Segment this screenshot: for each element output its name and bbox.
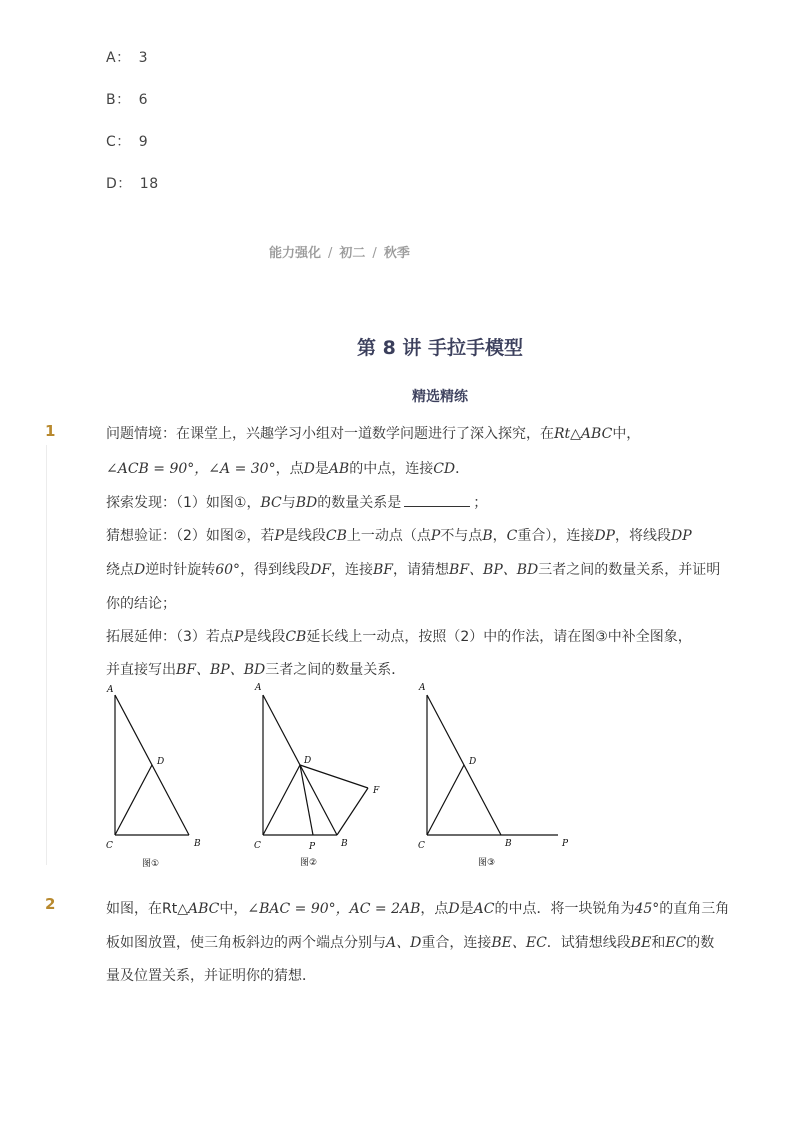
text: 的中点，连接	[349, 461, 434, 477]
text: 中，	[612, 426, 641, 442]
breadcrumb-item[interactable]: 能力强化	[269, 246, 322, 261]
point-label-b: B	[505, 839, 512, 849]
point-label-f: F	[373, 786, 380, 796]
option-label: D：	[106, 176, 132, 192]
point-label-p: P	[309, 842, 316, 852]
text: 三者之间的数量关系．	[265, 662, 406, 678]
option-value: 9	[138, 134, 149, 150]
option-value: 3	[138, 50, 148, 66]
text: 重合），连接	[517, 528, 595, 544]
text: 拓展延伸：（3）若点	[106, 629, 234, 645]
question-number: 1	[45, 422, 56, 440]
text: 探索发现：（1）如图①，	[106, 495, 261, 511]
math: BD	[295, 495, 318, 511]
figure-3	[427, 695, 558, 835]
question-number: 2	[45, 895, 56, 913]
math: EC	[665, 935, 687, 951]
option-label: C：	[106, 134, 131, 150]
text: ，点	[420, 901, 449, 917]
math: DP	[670, 528, 692, 544]
answer-blank[interactable]	[404, 492, 470, 507]
figure-1	[115, 695, 189, 835]
point-label-d: D	[157, 757, 165, 767]
text: 绕点	[106, 562, 134, 578]
text: 是线段	[243, 629, 286, 645]
breadcrumb-item[interactable]: 初二	[339, 246, 366, 261]
math: ∠ACB = 90°，∠A = 30°	[106, 461, 276, 477]
q1-line-2	[106, 458, 469, 478]
q1-line-3	[106, 492, 487, 512]
text: 三者之间的数量关系，并证明	[538, 562, 721, 578]
figure-caption: 图③	[478, 858, 496, 868]
point-label-c: C	[418, 841, 425, 851]
math: 60°	[215, 562, 241, 578]
text: 不与点	[440, 528, 483, 544]
option-label: B：	[106, 92, 131, 108]
text: 和	[651, 935, 666, 951]
text: 是	[314, 461, 329, 477]
math: BE	[630, 935, 652, 951]
math: ∠BAC = 90°，AC = 2AB	[247, 901, 421, 917]
breadcrumb	[269, 242, 410, 261]
point-label-a: A	[107, 685, 114, 695]
text: 逆时针旋转	[145, 562, 216, 578]
text: ，将线段	[614, 528, 671, 544]
text: ，	[492, 528, 507, 544]
segment-cd	[427, 765, 464, 835]
text: ，点	[275, 461, 304, 477]
text: 的数量关系是	[317, 495, 402, 511]
text: 板如图放置，使三角板斜边的两个端点分别与	[106, 935, 386, 951]
math: D	[448, 901, 460, 917]
q2-line-3: 量及位置关系，并证明你的猜想．	[106, 968, 316, 984]
point-label-c: C	[254, 841, 261, 851]
math: CD	[433, 461, 456, 477]
text: ，连接	[331, 562, 374, 578]
text: 问题情境：在课堂上，兴趣学习小组对一道数学问题进行了深入探究，在	[106, 426, 554, 442]
text: ，得到线段	[240, 562, 311, 578]
math: BF、BP、BD	[176, 662, 266, 678]
text: 与	[281, 495, 296, 511]
text: 的直角三角	[659, 901, 730, 917]
text: 并直接写出	[106, 662, 176, 678]
q2-line-2	[106, 932, 714, 952]
text: 猜想验证：（2）如图②，若	[106, 528, 275, 544]
math: D	[303, 461, 315, 477]
math: C	[506, 528, 518, 544]
point-label-p: P	[562, 839, 569, 849]
option-c	[106, 131, 148, 151]
math: D	[134, 562, 146, 578]
text: ．试猜想线段	[546, 935, 631, 951]
text: 是	[459, 901, 474, 917]
text: 如图，在Rt△	[106, 901, 188, 917]
text: 的数	[686, 935, 715, 951]
point-label-b: B	[341, 839, 348, 849]
math: AC	[473, 901, 495, 917]
math: ABC	[187, 901, 220, 917]
lesson-title: 第 8 讲 手拉手模型	[356, 337, 524, 359]
figure-2	[263, 695, 368, 835]
text: 中，	[219, 901, 248, 917]
q1-line-4	[106, 525, 692, 545]
math: Rt△ABC	[554, 426, 613, 442]
text: 是线段	[283, 528, 326, 544]
math: P	[274, 528, 284, 544]
q1-figures	[0, 675, 800, 875]
math: BE、EC	[491, 935, 547, 951]
math: 45°	[634, 901, 660, 917]
math: AB	[328, 461, 350, 477]
math: CB	[285, 629, 307, 645]
q1-line-7	[106, 626, 692, 646]
math: CB	[325, 528, 347, 544]
breadcrumb-separator: /	[328, 246, 333, 261]
figure-caption: 图①	[142, 859, 160, 869]
option-d	[106, 173, 159, 193]
q2-line-1	[106, 898, 729, 918]
point-label-a: A	[419, 683, 426, 693]
math: P	[430, 528, 441, 544]
option-a	[106, 47, 148, 67]
text: 重合，连接	[421, 935, 492, 951]
text: ，请猜想	[393, 562, 450, 578]
point-label-d: D	[469, 757, 477, 767]
section-title: 精选精练	[412, 389, 468, 405]
option-value: 18	[139, 176, 159, 192]
text: 上一动点（点	[346, 528, 431, 544]
breadcrumb-item[interactable]: 秋季	[383, 246, 410, 261]
segment-dp	[300, 765, 313, 835]
segment-bf	[337, 788, 368, 835]
math: BC	[260, 495, 282, 511]
math: BF	[373, 562, 394, 578]
math: P	[233, 629, 244, 645]
segment-cd	[263, 765, 300, 835]
q1-line-5	[106, 559, 720, 579]
option-b	[106, 89, 148, 109]
text: ．	[455, 461, 470, 477]
option-value: 6	[138, 92, 149, 108]
q1-line-1	[106, 423, 640, 443]
option-label: A：	[106, 50, 131, 66]
point-label-a: A	[255, 683, 262, 693]
breadcrumb-separator: /	[372, 246, 377, 261]
figure-caption: 图②	[300, 858, 318, 868]
text: 延长线上一动点，按照（2）中的作法，请在图③中补全图象，	[306, 629, 692, 645]
text: ；	[473, 495, 488, 511]
math: DP	[594, 528, 615, 544]
math: DF	[310, 562, 332, 578]
q1-line-6: 你的结论；	[106, 596, 176, 612]
math: B	[482, 528, 493, 544]
math: A、D	[386, 935, 422, 951]
point-label-d: D	[304, 756, 312, 766]
math: BF、BP、BD	[449, 562, 539, 578]
point-label-b: B	[194, 839, 201, 849]
text: 的中点．将一块锐角为	[494, 901, 635, 917]
segment-cd	[115, 765, 152, 835]
point-label-c: C	[106, 841, 113, 851]
